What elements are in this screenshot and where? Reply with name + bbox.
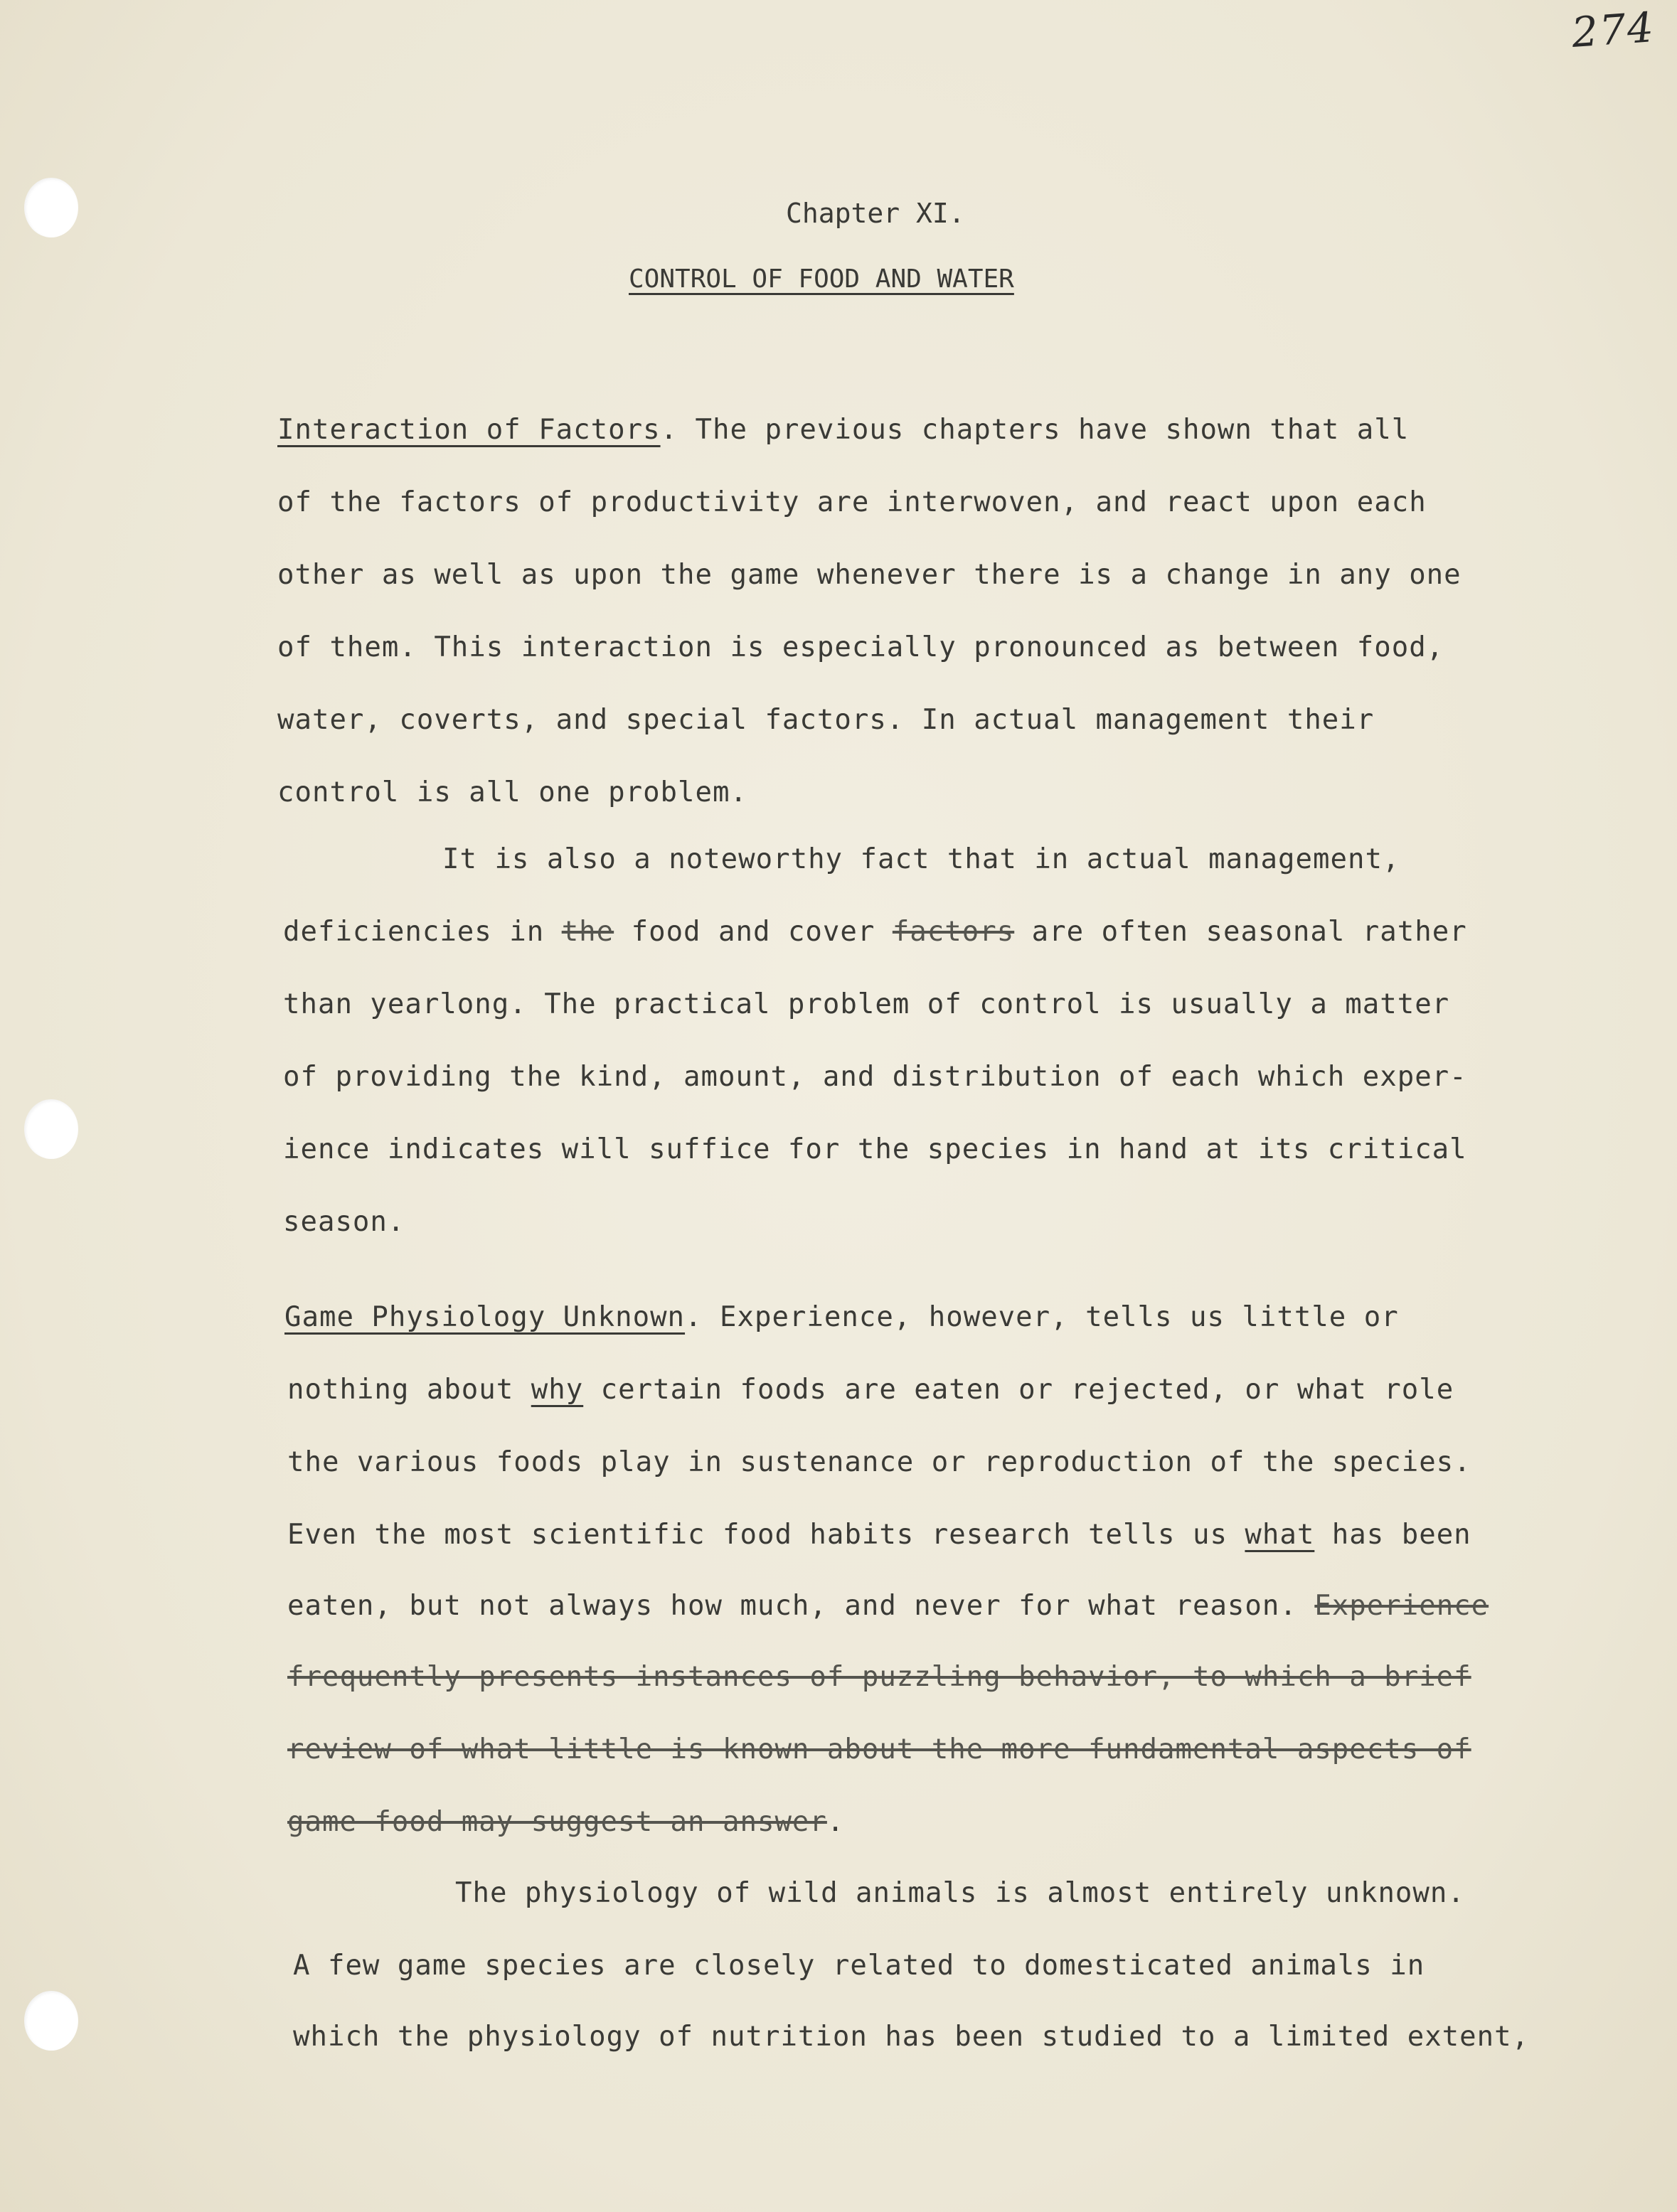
p2-line-4: of providing the kind, amount, and distribution of each which exper- (283, 1061, 1467, 1093)
p1-line-2: of the factors of productivity are interwoven, and react upon each (277, 486, 1427, 518)
p3-line-4: Even the most scientific food habits research tells us what has been (287, 1519, 1471, 1551)
p2-line-6: season. (283, 1206, 405, 1238)
p2-line-2: deficiencies in the food and cover factors are often seasonal rather (283, 916, 1467, 948)
p3-line-7-struck: review of what little is known about the more fundamental aspects of (287, 1733, 1471, 1765)
underlined-word-why: why (531, 1374, 584, 1406)
struck-text-experience: Experience (1314, 1590, 1489, 1622)
p2-line-1: It is also a noteworthy fact that in actual management, (442, 843, 1400, 875)
p1-line-3: other as well as upon the game whenever there is a change in any one (277, 559, 1462, 591)
chapter-number: Chapter XI. (786, 198, 965, 229)
punch-hole-bottom (24, 1991, 78, 2051)
p2-line-3: than yearlong. The practical problem of control is usually a matter (283, 988, 1450, 1020)
p3-line-1: Game Physiology Unknown. Experience, however, tells us little or (284, 1301, 1399, 1333)
punch-hole-middle (24, 1099, 78, 1159)
p3-line-3: the various foods play in sustenance or reproduction of the species. (287, 1446, 1471, 1478)
p1-line-5: water, coverts, and special factors. In actual management their (277, 704, 1375, 736)
section-heading-physiology: Game Physiology Unknown (284, 1301, 686, 1333)
p4-line-3: which the physiology of nutrition has been studied to a limited extent, (293, 2021, 1530, 2053)
punch-hole-top (24, 178, 78, 237)
p4-line-1: The physiology of wild animals is almost entirely unknown. (455, 1877, 1465, 1909)
p2-line-5: ience indicates will suffice for the species in hand at its critical (283, 1133, 1467, 1165)
handwritten-page-number: 274 (1570, 3, 1656, 57)
p3-line-8: game food may suggest an answer. (287, 1806, 845, 1838)
underlined-word-what: what (1245, 1519, 1315, 1551)
struck-text-game-food: game food may suggest an answer (287, 1806, 827, 1838)
chapter-title: CONTROL OF FOOD AND WATER (629, 265, 1014, 294)
struck-word-factors: factors (892, 916, 1015, 948)
p1-line-6: control is all one problem. (277, 776, 747, 808)
p3-line-5: eaten, but not always how much, and never for what reason. Experience (287, 1590, 1489, 1622)
p3-line-6-struck: frequently presents instances of puzzling behavior, to which a brief (287, 1661, 1471, 1693)
struck-word-the: the (561, 916, 614, 948)
p1-line-1: Interaction of Factors. The previous chapters have shown that all (277, 414, 1410, 446)
section-heading-interaction: Interaction of Factors (277, 414, 661, 446)
p1-line-4: of them. This interaction is especially pronounced as between food, (277, 631, 1444, 663)
p3-line-2: nothing about why certain foods are eaten or rejected, or what role (287, 1374, 1454, 1406)
p4-line-2: A few game species are closely related to domesticated animals in (293, 1950, 1425, 1982)
